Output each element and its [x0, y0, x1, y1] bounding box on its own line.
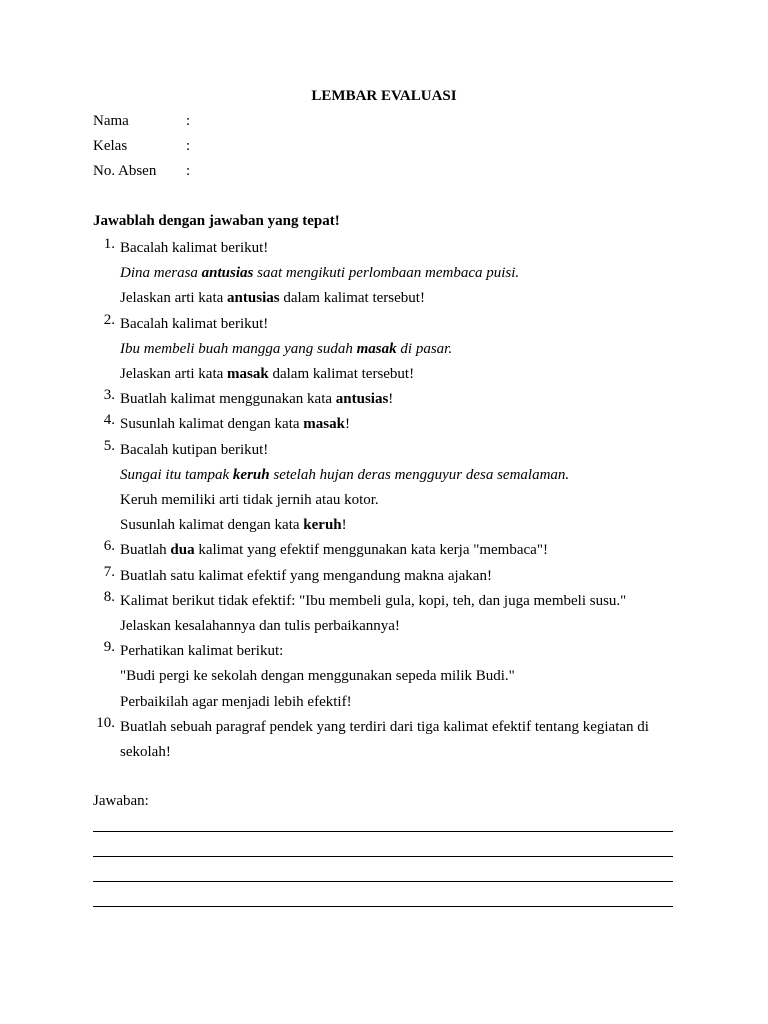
- question-number: 7.: [103, 563, 115, 580]
- question-line: [120, 564, 683, 589]
- question-line: [120, 286, 683, 311]
- answer-line[interactable]: [93, 906, 673, 907]
- question-text: Buatlah kalimat menggunakan kata: [120, 391, 336, 408]
- keyword-text: keruh: [303, 517, 342, 534]
- question-item: [93, 387, 683, 412]
- question-line: [120, 639, 683, 664]
- question-line: [120, 337, 683, 362]
- question-item: [93, 564, 683, 589]
- question-text: Keruh memiliki arti tidak jernih atau kotor.: [120, 492, 379, 509]
- question-line: [120, 740, 683, 765]
- question-line: [120, 538, 683, 563]
- question-line: [120, 690, 683, 715]
- question-text: saat mengikuti perlombaan membaca puisi.: [253, 265, 520, 282]
- question-number: 1.: [103, 236, 115, 252]
- question-item: [93, 438, 683, 539]
- question-line: [120, 488, 683, 513]
- attendance-number-label: No. Absen: [93, 163, 157, 179]
- question-item: [93, 412, 683, 437]
- question-line: [120, 236, 683, 261]
- question-item: [93, 236, 683, 312]
- attendance-number-colon: :: [186, 163, 191, 179]
- class-field-row: [93, 136, 190, 156]
- question-line: [120, 614, 683, 639]
- question-text: Sungai itu tampak: [120, 466, 233, 483]
- question-item: [93, 538, 683, 563]
- question-text: Buatlah sebuah paragraf pendek yang terdiri dari tiga kalimat efektif tentang kegiatan di: [120, 718, 649, 735]
- question-item: [93, 639, 683, 715]
- question-text: Bacalah kalimat berikut!: [120, 315, 269, 332]
- question-text: di pasar.: [396, 340, 453, 357]
- answer-line[interactable]: [93, 881, 673, 882]
- question-number: 4.: [103, 412, 115, 429]
- question-text: Susunlah kalimat dengan kata: [120, 517, 304, 534]
- question-line: [120, 463, 683, 488]
- question-text: Buatlah: [120, 542, 171, 559]
- class-colon: :: [186, 138, 191, 154]
- question-line: [120, 261, 683, 286]
- keyword-text: dua: [170, 542, 195, 559]
- question-text: !: [341, 517, 347, 534]
- page-title: LEMBAR EVALUASI: [311, 88, 457, 104]
- question-number: 3.: [103, 387, 115, 404]
- question-line: [120, 387, 683, 412]
- keyword-text: keruh: [232, 466, 270, 483]
- question-item: [93, 312, 683, 388]
- question-text: Bacalah kutipan berikut!: [120, 441, 269, 458]
- question-number: 2.: [103, 311, 115, 328]
- question-line: [120, 438, 683, 463]
- question-number: 10.: [96, 714, 115, 731]
- class-label: Kelas: [93, 138, 128, 154]
- question-list: [93, 236, 683, 765]
- answer-line[interactable]: [93, 856, 673, 857]
- question-text: Jelaskan arti kata: [120, 366, 228, 383]
- question-text: dalam kalimat tersebut!: [279, 290, 425, 307]
- question-text: Dina merasa: [120, 265, 202, 282]
- name-label: Nama: [93, 113, 129, 129]
- keyword-text: antusias: [335, 391, 389, 408]
- question-number: 9.: [103, 639, 115, 656]
- question-text: setelah hujan deras mengguyur desa semalaman.: [269, 466, 570, 483]
- instruction-text: Jawablah dengan jawaban yang tepat!: [93, 213, 340, 229]
- question-text: Perbaikilah agar menjadi lebih efektif!: [120, 693, 352, 710]
- question-text: Susunlah kalimat dengan kata: [120, 416, 304, 433]
- question-item: [93, 589, 683, 639]
- question-line: [120, 715, 683, 740]
- question-text: Perhatikan kalimat berikut:: [120, 643, 284, 660]
- keyword-text: masak: [227, 366, 269, 383]
- question-text: kalimat yang efektif menggunakan kata kerja "membaca"!: [194, 542, 548, 559]
- answer-label: Jawaban:: [93, 793, 149, 809]
- question-line: [120, 362, 683, 387]
- question-line: [120, 589, 683, 614]
- answer-line[interactable]: [93, 831, 673, 832]
- question-text: dalam kalimat tersebut!: [268, 366, 415, 383]
- question-line: [120, 312, 683, 337]
- keyword-text: antusias: [201, 265, 254, 282]
- question-item: [93, 715, 683, 765]
- question-line: [120, 412, 683, 437]
- question-text: "Budi pergi ke sekolah dengan menggunakan sepeda milik Budi.": [120, 668, 515, 685]
- question-text: Jelaskan arti kata: [120, 290, 228, 307]
- question-text: Bacalah kalimat berikut!: [120, 240, 269, 256]
- question-line: [120, 513, 683, 538]
- question-text: !: [344, 416, 350, 433]
- keyword-text: masak: [356, 340, 397, 357]
- question-number: 8.: [103, 588, 115, 605]
- question-text: Ibu membeli buah mangga yang sudah: [120, 340, 357, 357]
- keyword-text: masak: [303, 416, 345, 433]
- attendance-number-row: [93, 161, 190, 181]
- name-field-row: [93, 111, 190, 131]
- keyword-text: antusias: [227, 290, 280, 307]
- question-text: Kalimat berikut tidak efektif: "Ibu membeli gula, kopi, teh, dan juga membeli susu.": [120, 592, 627, 609]
- question-text: Jelaskan kesalahannya dan tulis perbaikannya!: [120, 618, 400, 635]
- question-number: 6.: [103, 538, 115, 555]
- question-number: 5.: [103, 437, 115, 454]
- question-text: Buatlah satu kalimat efektif yang mengandung makna ajakan!: [120, 567, 492, 584]
- question-text: !: [388, 391, 394, 408]
- name-colon: :: [186, 113, 191, 129]
- question-line: [120, 664, 683, 689]
- question-text: sekolah!: [120, 744, 171, 761]
